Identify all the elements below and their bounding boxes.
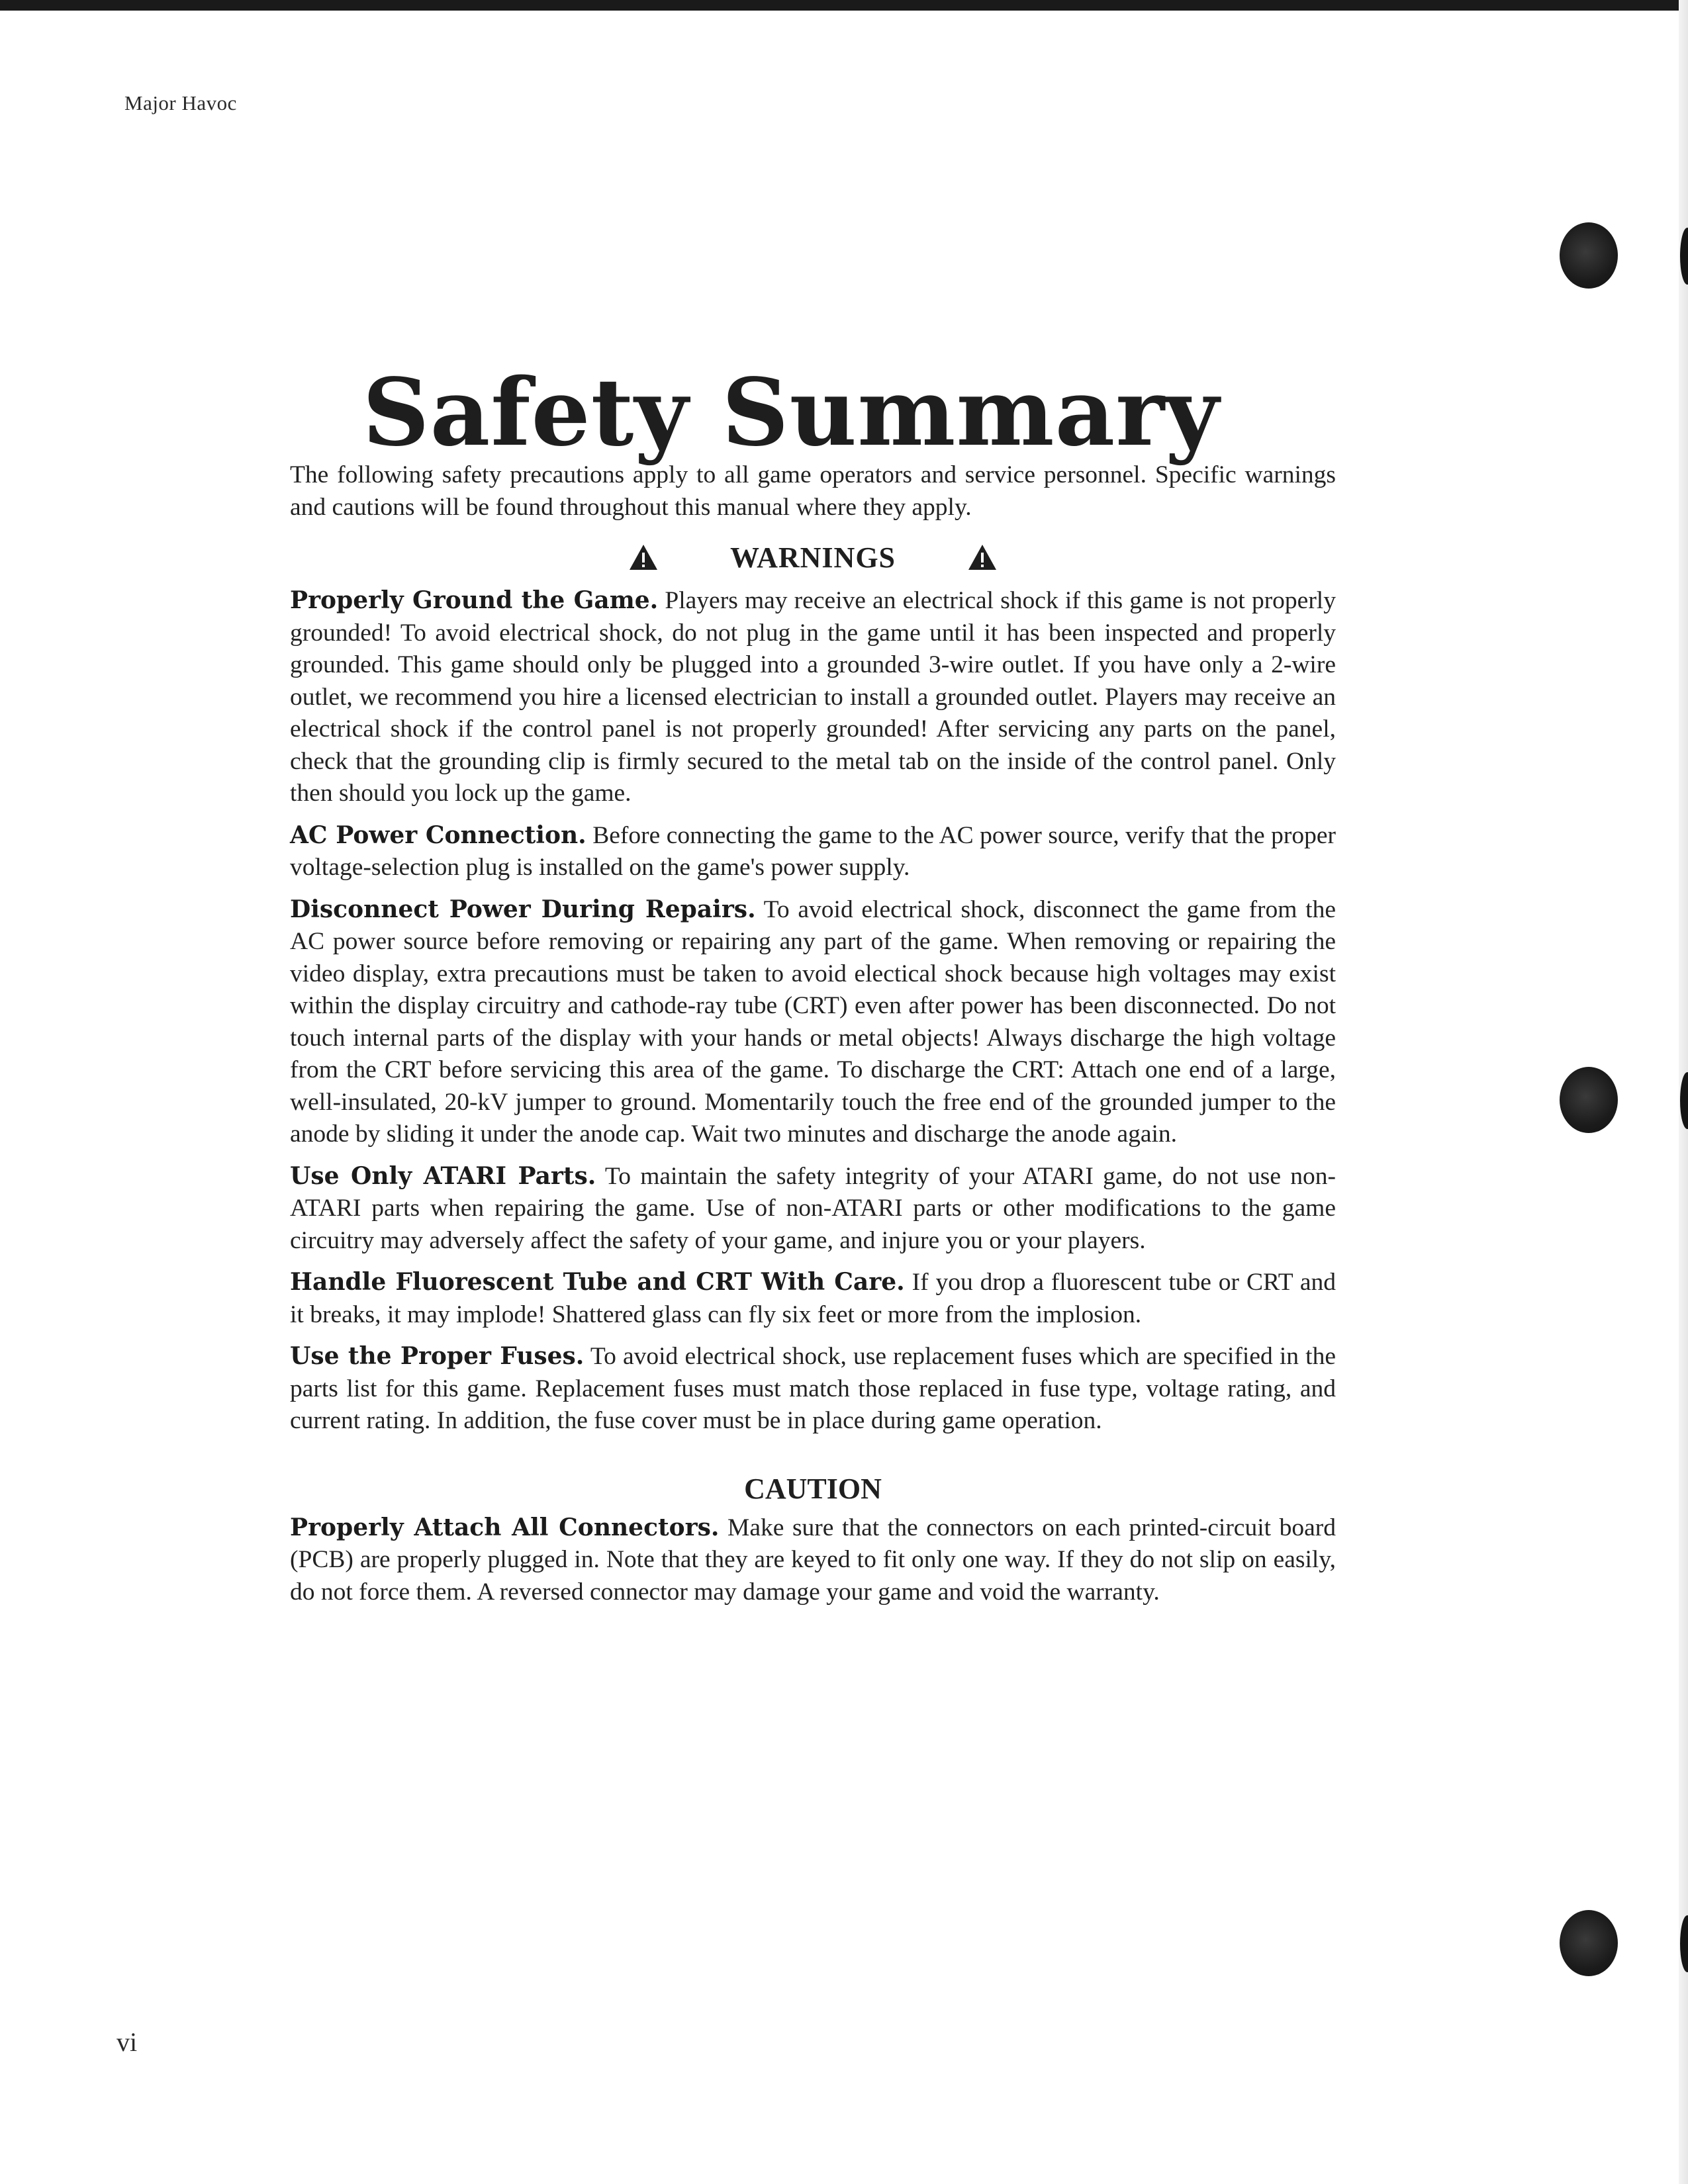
warning-item-title: Use Only ATARI Parts.: [290, 1161, 596, 1190]
warning-item-fuses: [290, 1340, 1336, 1437]
warning-triangle-icon: [967, 542, 998, 582]
warning-item-title: Use the Proper Fuses.: [290, 1342, 585, 1370]
warnings-heading-text: WARNINGS: [729, 541, 896, 574]
warnings-heading: [290, 538, 1336, 582]
caution-heading: CAUTION: [744, 1472, 882, 1505]
binder-hole-top: [1560, 222, 1618, 289]
caution-item-text: Make sure that the connectors on each printed-circuit board (PCB) are properly plugged in. Note that they are keyed to fit only one way. If they do not slip on easily, do not force them. A reversed connector may damage your game and void the warranty.: [290, 1514, 1336, 1606]
warning-item-text: To avoid electrical shock, disconnect the game from the AC power source before removing or repairing any part of the game. When removing or repairing the video display, extra precautions must be taken to avoid electical shock because high voltages may exist within the display circuitry and cathode-ray tube (CRT) even after power has been disconnected. Do not touch internal parts of the display with your hands or metal objects! Always discharge the high voltage from the CRT before servicing this area of the game. To discharge the CRT: Attach one end of a large, well-insulated, 20-kV jumper to ground. Momentarily touch the free end of the grounded jumper to the anode by sliding it under the anode cap. Wait two minutes and discharge the anode again.: [290, 895, 1336, 1148]
warning-item-title: AC Power Connection.: [290, 821, 586, 849]
warning-item-atari-parts: [290, 1160, 1336, 1257]
caution-item-connectors: [290, 1512, 1336, 1609]
warning-item-text: Players may receive an electrical shock if this game is not properly grounded! To avoid electrical shock, do not plug in the game until it has been inspected and properly grounded. This game should only be plugged into a grounded 3-wire outlet. If you have only a 2-wire outlet, we recommend you hire a licensed electrician to install a grounded outlet. Players may receive an electrical shock if the control panel is not properly grounded! After servicing any parts on the panel, check that the grounding clip is firmly secured to the metal tab on the inside of the control panel. Only then should you lock up the game.: [290, 587, 1336, 807]
warning-item-text: To maintain the safety integrity of your ATARI game, do not use non-ATARI parts when repairing the game. Use of non-ATARI parts or other modifications to the game circuitry may adversely affect the safety of your game, and injure you or your players.: [290, 1162, 1336, 1254]
warning-item-ac-power: [290, 819, 1336, 884]
warning-item-ground: [290, 584, 1336, 810]
warning-item-title: Handle Fluorescent Tube and CRT With Care.: [290, 1268, 905, 1296]
warning-item-fluorescent-crt: [290, 1266, 1336, 1331]
page-top-edge: [0, 0, 1688, 11]
warning-item-text: If you drop a fluorescent tube or CRT and it breaks, it may implode! Shattered glass can fly six feet or more from the implosion.: [290, 1269, 1336, 1328]
binder-hole-middle: [1560, 1067, 1618, 1133]
safety-content: [290, 459, 1336, 1617]
binder-hole-bottom: [1560, 1910, 1618, 1976]
warning-item-text: To avoid electrical shock, use replacement fuses which are specified in the parts list for this game. Replacement fuses must match those replaced in fuse type, voltage rating, and current rating. In addition, the fuse cover must be in place during game operation.: [290, 1343, 1336, 1434]
caution-item-title: Properly Attach All Connectors.: [290, 1513, 720, 1541]
warning-triangle-icon: [628, 542, 659, 582]
running-head: Major Havoc: [124, 91, 237, 114]
page-number: vi: [117, 2027, 138, 2057]
intro-paragraph: The following safety precautions apply to all game operators and service personnel. Specific warnings and cautions will be found throughout this manual where they apply.: [290, 461, 1336, 521]
page-title: Safety Summary: [362, 358, 1220, 467]
warning-item-title: Disconnect Power During Repairs.: [290, 895, 756, 923]
warning-item-title: Properly Ground the Game.: [290, 586, 659, 614]
warning-item-disconnect: [290, 893, 1336, 1151]
warning-item-text: Before connecting the game to the AC power source, verify that the proper voltage-selection plug is installed on the game's power supply.: [290, 821, 1336, 881]
